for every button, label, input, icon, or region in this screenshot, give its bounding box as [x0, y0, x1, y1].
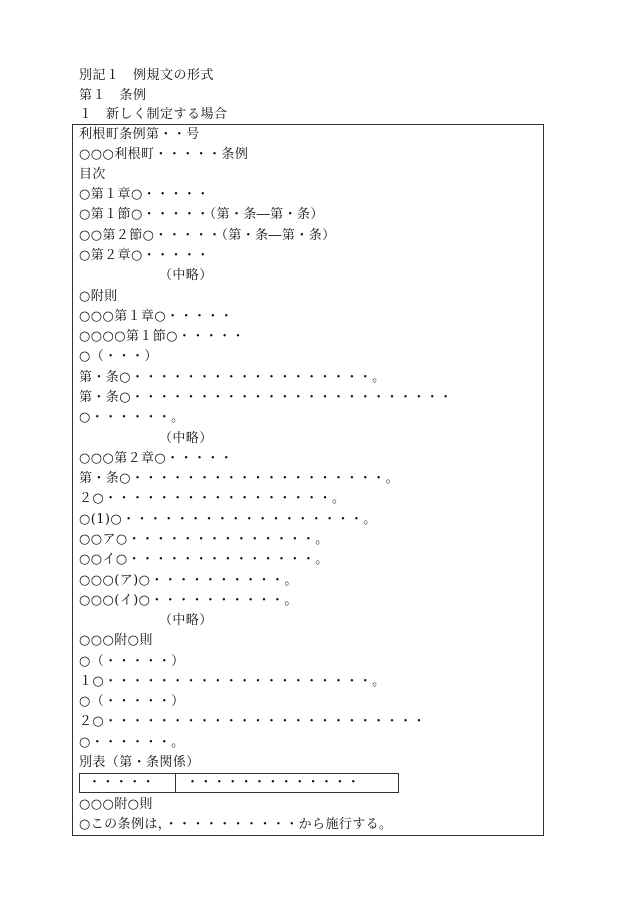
- form-line: 第・条○・・・・・・・・・・・・・・・・・・・。: [79, 471, 399, 486]
- form-line: ○第１節○・・・・・（第・条―第・条）: [79, 207, 324, 222]
- form-line: ○○○利根町・・・・・条例: [79, 147, 249, 162]
- form-line: ○第１章○・・・・・: [79, 187, 210, 202]
- form-line: ○○○(ア)○・・・・・・・・・・。: [79, 573, 298, 588]
- form-line: 第・条○・・・・・・・・・・・・・・・・・・。: [79, 370, 386, 385]
- form-line: ○○○第１章○・・・・・: [79, 309, 234, 324]
- form-line: １○・・・・・・・・・・・・・・・・・・・・。: [79, 674, 386, 689]
- form-line: ○○○(イ)○・・・・・・・・・・。: [79, 593, 298, 608]
- form-line: （中略）: [159, 613, 213, 628]
- form-line: ○附則: [79, 289, 118, 304]
- form-line: 目次: [79, 167, 106, 182]
- form-line: 利根町条例第・・号: [79, 127, 200, 142]
- form-line: ２○・・・・・・・・・・・・・・・・・・・・・・・・: [79, 714, 426, 729]
- form-line: ○○ア○・・・・・・・・・・・・・・。: [79, 532, 329, 547]
- form-line: ○○イ○・・・・・・・・・・・・・・。: [79, 552, 329, 567]
- form-line: ○○第２節○・・・・・（第・条―第・条）: [79, 228, 336, 243]
- form-line: ○(1)○・・・・・・・・・・・・・・・・・・。: [79, 512, 377, 527]
- form-line: ○・・・・・・。: [79, 410, 185, 425]
- heading-subsection: １ 新しく制定する場合: [79, 107, 228, 122]
- form-line: ２○・・・・・・・・・・・・・・・・・。: [79, 491, 346, 506]
- heading-title: 別記１ 例規文の形式: [79, 68, 215, 83]
- form-line: ○○○○第１節○・・・・・: [79, 329, 245, 344]
- form-line: ○（・・・）: [79, 349, 158, 364]
- form-line: ○（・・・・・）: [79, 654, 185, 669]
- form-line: ○○○第２章○・・・・・: [79, 451, 234, 466]
- form-line: ○（・・・・・）: [79, 694, 185, 709]
- form-line: ○○○附○則: [79, 633, 153, 648]
- form-line: ○この条例は，・・・・・・・・・・から施行する。: [79, 817, 393, 832]
- form-line: ○・・・・・・。: [79, 735, 185, 750]
- form-line: 第・条○・・・・・・・・・・・・・・・・・・・・・・・・: [79, 390, 453, 405]
- form-line: （中略）: [159, 268, 213, 283]
- form-line: ○第２章○・・・・・: [79, 248, 210, 263]
- beppyo-table: [79, 773, 399, 793]
- form-line: 別表（第・条関係）: [79, 755, 200, 770]
- form-line: （中略）: [159, 431, 213, 446]
- beppyo-cell-2: ・・・・・・・・・・・・・: [186, 775, 361, 790]
- form-line: ○○○附○則: [79, 797, 153, 812]
- heading-section: 第１ 条例: [79, 88, 147, 103]
- beppyo-cell-1: ・・・・・: [80, 774, 176, 792]
